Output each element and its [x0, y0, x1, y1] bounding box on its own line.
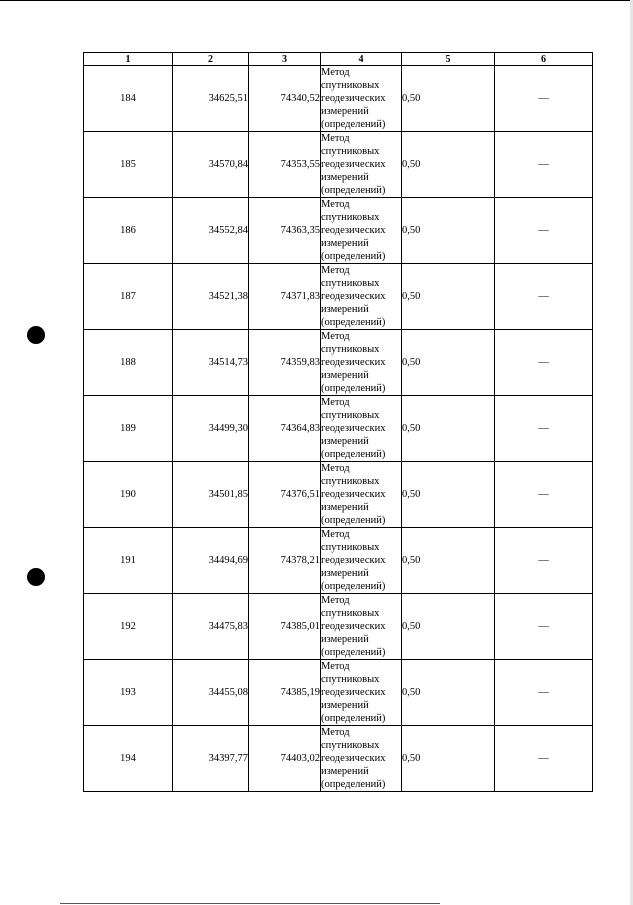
method-cell: Метод спутниковых геодезических измерений (определений): [321, 132, 402, 198]
accuracy-cell: 0,50: [402, 594, 495, 660]
point-number-cell: 192: [84, 594, 173, 660]
y-coordinate-cell: 74359,83: [249, 330, 321, 396]
point-number-cell: 184: [84, 66, 173, 132]
coordinates-table: [83, 52, 593, 792]
accuracy-cell: 0,50: [402, 396, 495, 462]
page-bottom-edge-line: [60, 903, 440, 904]
note-cell: —: [495, 726, 593, 792]
y-coordinate-cell: 74376,51: [249, 462, 321, 528]
method-cell: Метод спутниковых геодезических измерений (определений): [321, 198, 402, 264]
x-coordinate-cell: 34570,84: [173, 132, 249, 198]
accuracy-cell: 0,50: [402, 528, 495, 594]
note-cell: —: [495, 330, 593, 396]
x-coordinate-cell: 34397,77: [173, 726, 249, 792]
method-cell: Метод спутниковых геодезических измерений (определений): [321, 462, 402, 528]
column-header: 1: [84, 53, 173, 66]
point-number-cell: 186: [84, 198, 173, 264]
point-number-cell: 188: [84, 330, 173, 396]
column-header: 4: [321, 53, 402, 66]
y-coordinate-cell: 74385,19: [249, 660, 321, 726]
x-coordinate-cell: 34552,84: [173, 198, 249, 264]
note-cell: —: [495, 198, 593, 264]
method-cell: Метод спутниковых геодезических измерений (определений): [321, 396, 402, 462]
note-cell: —: [495, 528, 593, 594]
accuracy-cell: 0,50: [402, 66, 495, 132]
x-coordinate-cell: 34625,51: [173, 66, 249, 132]
point-number-cell: 189: [84, 396, 173, 462]
method-cell: Метод спутниковых геодезических измерений (определений): [321, 330, 402, 396]
point-number-cell: 190: [84, 462, 173, 528]
point-number-cell: 185: [84, 132, 173, 198]
column-header: 6: [495, 53, 593, 66]
column-header: 5: [402, 53, 495, 66]
y-coordinate-cell: 74385,01: [249, 594, 321, 660]
punch-hole-bottom: [27, 568, 45, 586]
column-header: 2: [173, 53, 249, 66]
method-cell: Метод спутниковых геодезических измерений (определений): [321, 594, 402, 660]
note-cell: —: [495, 66, 593, 132]
table-row: [84, 66, 593, 132]
table-row: [84, 660, 593, 726]
y-coordinate-cell: 74371,83: [249, 264, 321, 330]
x-coordinate-cell: 34501,85: [173, 462, 249, 528]
x-coordinate-cell: 34494,69: [173, 528, 249, 594]
point-number-cell: 194: [84, 726, 173, 792]
accuracy-cell: 0,50: [402, 330, 495, 396]
method-cell: Метод спутниковых геодезических измерений (определений): [321, 264, 402, 330]
accuracy-cell: 0,50: [402, 132, 495, 198]
accuracy-cell: 0,50: [402, 726, 495, 792]
note-cell: —: [495, 660, 593, 726]
note-cell: —: [495, 264, 593, 330]
page-top-edge-line: [0, 0, 633, 1]
note-cell: —: [495, 396, 593, 462]
table-row: [84, 594, 593, 660]
table-row: [84, 462, 593, 528]
point-number-cell: 193: [84, 660, 173, 726]
column-header: 3: [249, 53, 321, 66]
y-coordinate-cell: 74353,55: [249, 132, 321, 198]
accuracy-cell: 0,50: [402, 660, 495, 726]
table-row: [84, 132, 593, 198]
table-row: [84, 726, 593, 792]
note-cell: —: [495, 594, 593, 660]
method-cell: Метод спутниковых геодезических измерений (определений): [321, 726, 402, 792]
table-body: [84, 66, 593, 792]
table-row: [84, 264, 593, 330]
y-coordinate-cell: 74340,52: [249, 66, 321, 132]
method-cell: Метод спутниковых геодезических измерений (определений): [321, 66, 402, 132]
x-coordinate-cell: 34455,08: [173, 660, 249, 726]
x-coordinate-cell: 34521,38: [173, 264, 249, 330]
table-row: [84, 330, 593, 396]
note-cell: —: [495, 132, 593, 198]
point-number-cell: 191: [84, 528, 173, 594]
point-number-cell: 187: [84, 264, 173, 330]
table-header-row: [84, 53, 593, 66]
accuracy-cell: 0,50: [402, 462, 495, 528]
y-coordinate-cell: 74363,35: [249, 198, 321, 264]
table-row: [84, 198, 593, 264]
x-coordinate-cell: 34499,30: [173, 396, 249, 462]
table-row: [84, 396, 593, 462]
table-row: [84, 528, 593, 594]
note-cell: —: [495, 462, 593, 528]
accuracy-cell: 0,50: [402, 198, 495, 264]
punch-hole-top: [27, 326, 45, 344]
accuracy-cell: 0,50: [402, 264, 495, 330]
x-coordinate-cell: 34475,83: [173, 594, 249, 660]
y-coordinate-cell: 74378,21: [249, 528, 321, 594]
y-coordinate-cell: 74364,83: [249, 396, 321, 462]
x-coordinate-cell: 34514,73: [173, 330, 249, 396]
y-coordinate-cell: 74403,02: [249, 726, 321, 792]
method-cell: Метод спутниковых геодезических измерений (определений): [321, 528, 402, 594]
method-cell: Метод спутниковых геодезических измерений (определений): [321, 660, 402, 726]
